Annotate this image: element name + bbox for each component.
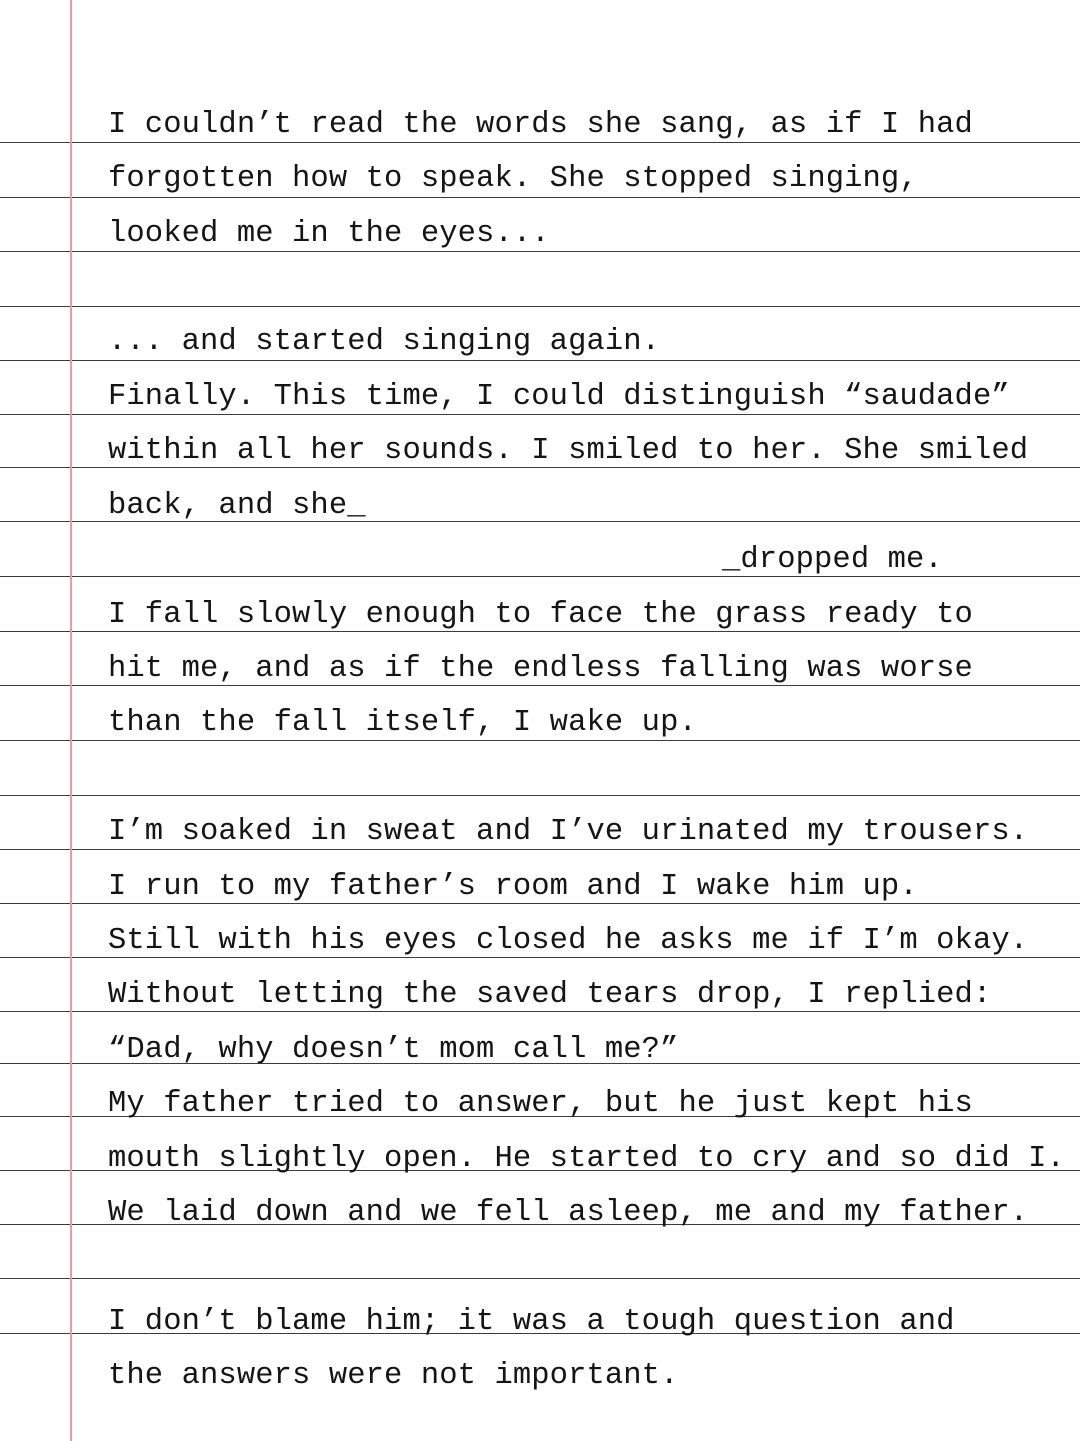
text-line: I couldn’t read the words she sang, as if I had [108, 108, 973, 142]
text-line: within all her sounds. I smiled to her. She smiled [108, 434, 1029, 468]
ruled-line [0, 414, 1080, 415]
margin-line [70, 0, 72, 1441]
text-line: I fall slowly enough to face the grass ready to [108, 598, 973, 632]
text-line: the answers were not important. [108, 1359, 679, 1393]
text-line: We laid down and we fell asleep, me and my father. [108, 1196, 1029, 1230]
text-line: ... and started singing again. [108, 325, 661, 359]
text-line: forgotten how to speak. She stopped singing, [108, 162, 918, 196]
ruled-line [0, 197, 1080, 198]
ruled-line [0, 795, 1080, 796]
text-line: My father tried to answer, but he just kept his [108, 1087, 973, 1121]
text-line: I’m soaked in sweat and I’ve urinated my trousers. [108, 815, 1029, 849]
text-line: I don’t blame him; it was a tough question and [108, 1305, 955, 1339]
text-line: mouth slightly open. He started to cry and so did I. [108, 1142, 1065, 1176]
ruled-line [0, 740, 1080, 741]
ruled-line [0, 142, 1080, 143]
text-line: Without letting the saved tears drop, I replied: [108, 978, 992, 1012]
text-line: Still with his eyes closed he asks me if I’m okay. [108, 924, 1029, 958]
ruled-line [0, 251, 1080, 252]
text-line: looked me in the eyes... [108, 217, 550, 251]
text-line: than the fall itself, I wake up. [108, 706, 697, 740]
ruled-line [0, 849, 1080, 850]
text-line: I run to my father’s room and I wake him up. [108, 870, 918, 904]
text-line: _dropped me. [722, 543, 943, 577]
text-line: “Dad, why doesn’t mom call me?” [108, 1033, 679, 1067]
ruled-line [0, 360, 1080, 361]
text-line: Finally. This time, I could distinguish “saudade” [108, 380, 1010, 414]
text-line: hit me, and as if the endless falling was worse [108, 652, 973, 686]
text-line: back, and she_ [108, 489, 366, 523]
ruled-line [0, 1278, 1080, 1279]
ruled-line [0, 306, 1080, 307]
